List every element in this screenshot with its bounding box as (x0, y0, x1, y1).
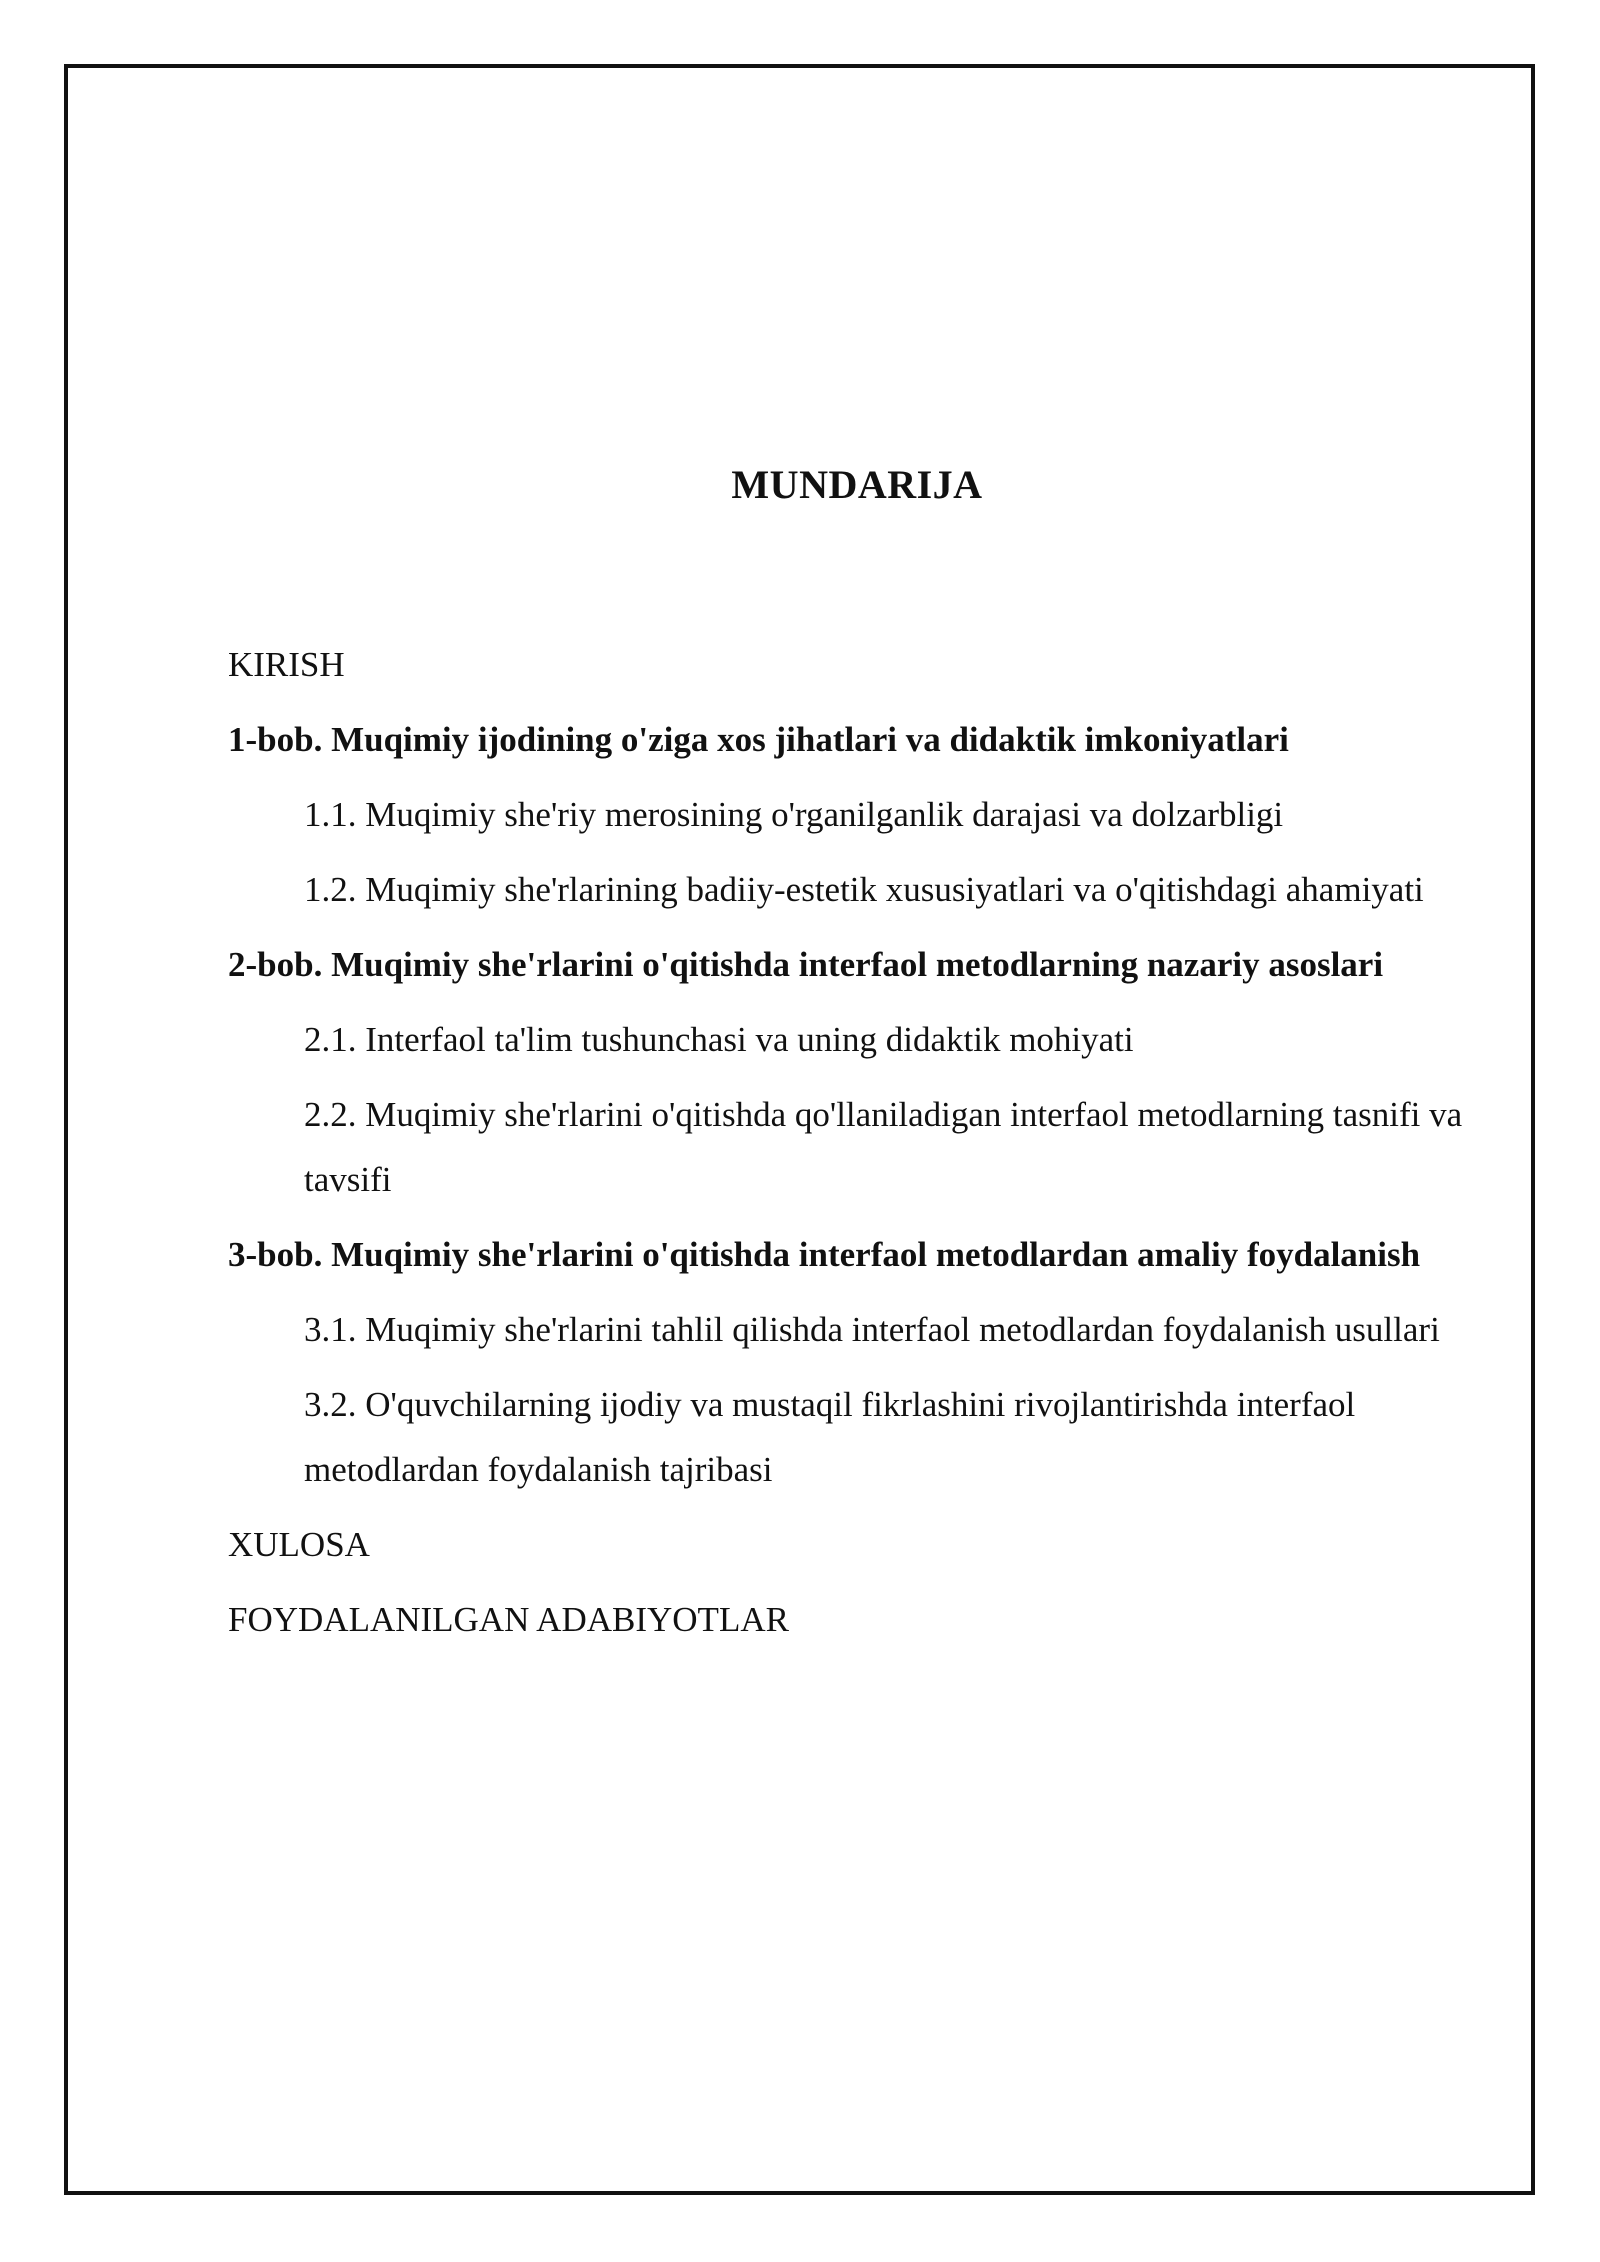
toc-section-2-2: 2.2. Muqimiy she'rlarini o'qitishda qo'llaniladigan interfaol metodlarning tasnifi va tavsifi (304, 1095, 1463, 1199)
toc-section-3-2: 3.2. O'quvchilarning ijodiy va mustaqil fikrlashini rivojlantirishda interfaol metodlardan foydalanish tajribasi (304, 1385, 1356, 1489)
toc-entry-conclusion: XULOSA (228, 1525, 370, 1564)
toc-entry-references: FOYDALANILGAN ADABIYOTLAR (228, 1600, 789, 1639)
toc-section-1-1: 1.1. Muqimiy she'riy merosining o'rganilganlik darajasi va dolzarbligi (304, 795, 1284, 834)
toc-section-2-1: 2.1. Interfaol ta'lim tushunchasi va uning didaktik mohiyati (304, 1020, 1134, 1059)
table-of-contents (228, 632, 1478, 1662)
toc-chapter-2: 2-bob. Muqimiy she'rlarini o'qitishda interfaol metodlarning nazariy asoslari (228, 945, 1384, 984)
toc-chapter-1: 1-bob. Muqimiy ijodining o'ziga xos jihatlari va didaktik imkoniyatlari (228, 720, 1289, 759)
toc-section-1-2: 1.2. Muqimiy she'rlarining badiiy-estetik xususiyatlari va o'qitishdagi ahamiyati (304, 870, 1424, 909)
toc-section-3-1: 3.1. Muqimiy she'rlarini tahlil qilishda interfaol metodlardan foydalanish usullari (304, 1310, 1440, 1349)
toc-entry-introduction: KIRISH (228, 645, 345, 684)
toc-chapter-3: 3-bob. Muqimiy she'rlarini o'qitishda interfaol metodlardan amaliy foydalanish (228, 1235, 1421, 1274)
page-title: MUNDARIJA (731, 462, 983, 507)
